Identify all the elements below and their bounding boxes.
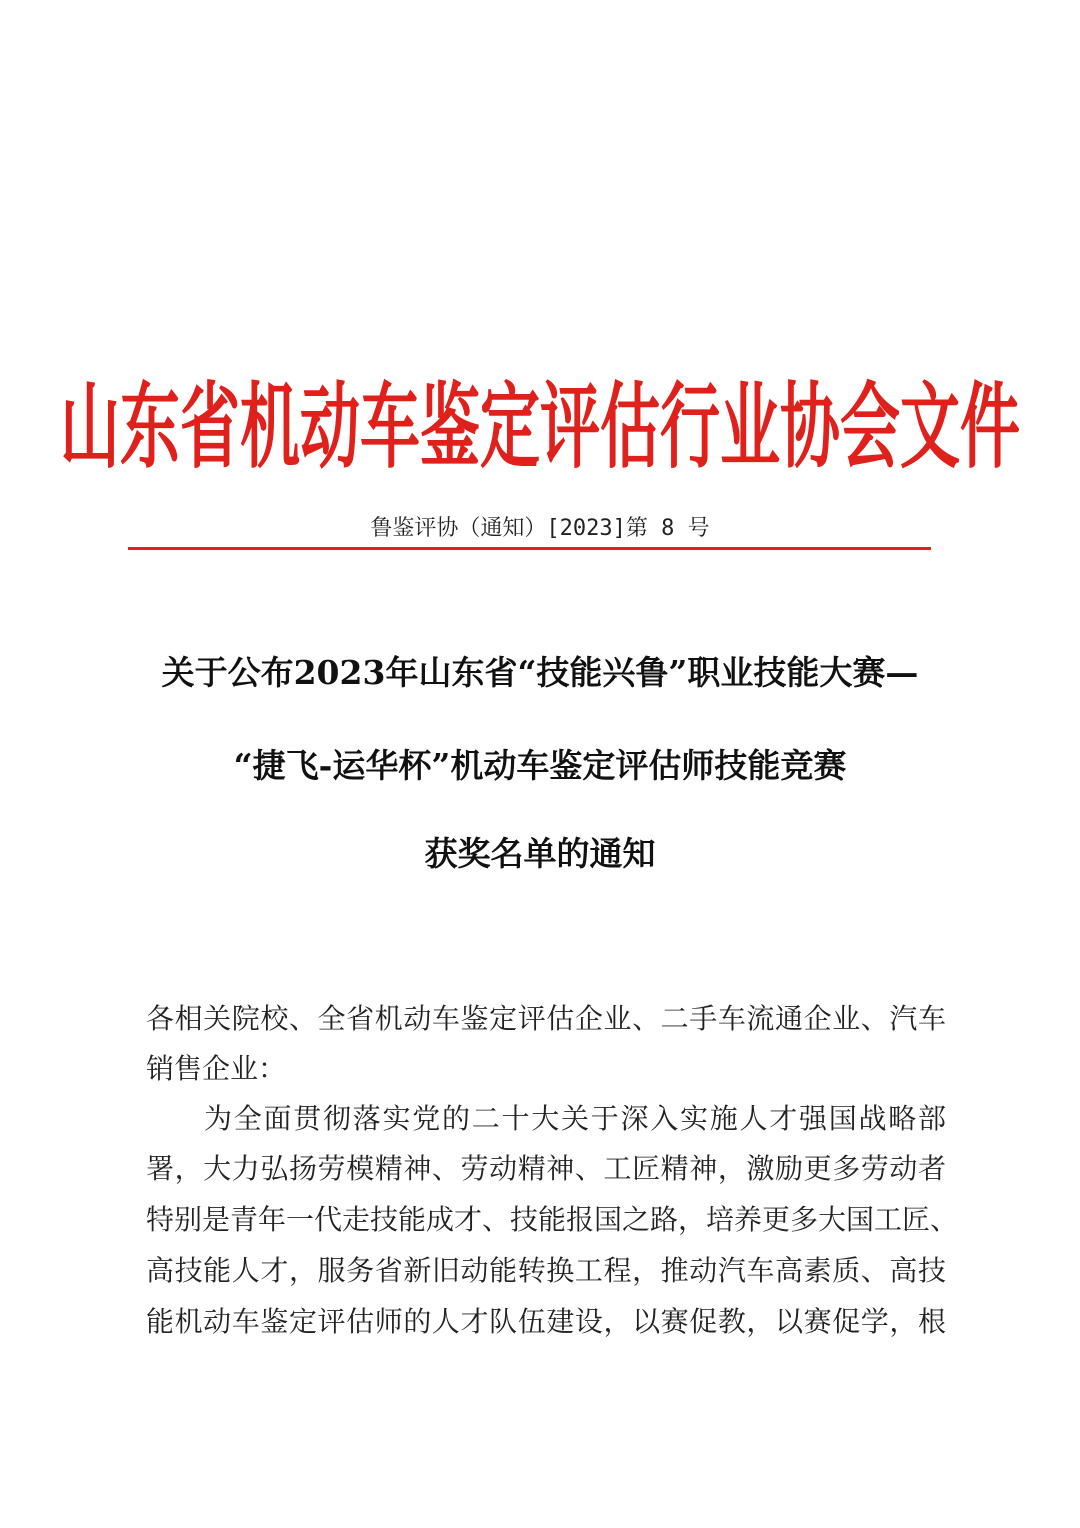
- notice-title-line-1: 关于公布2023年山东省“技能兴鲁”职业技能大赛—: [161, 653, 919, 692]
- paragraph-line-4: 高技能人才，服务省新旧动能转换工程，推动汽车高素质、高技: [146, 1254, 946, 1287]
- salutation-line-1: 各相关院校、全省机动车鉴定评估企业、二手车流通企业、汽车: [146, 1002, 946, 1035]
- red-divider-line: [128, 547, 931, 550]
- paragraph-line-1: 为全面贯彻落实党的二十大关于深入实施人才强国战略部: [204, 1102, 946, 1135]
- paragraph-line-5: 能机动车鉴定评估师的人才队伍建设，以赛促教，以赛促学，根: [146, 1305, 946, 1338]
- salutation-line-2: 销售企业：: [146, 1052, 287, 1085]
- document-number: 鲁鉴评协（通知）[2023]第 8 号: [370, 516, 710, 541]
- paragraph-line-3: 特别是青年一代走技能成才、技能报国之路，培养更多大国工匠、: [146, 1203, 959, 1236]
- notice-title-line-3: 获奖名单的通知: [424, 834, 656, 873]
- paragraph-line-2: 署，大力弘扬劳模精神、劳动精神、工匠精神，激励更多劳动者: [146, 1152, 946, 1185]
- notice-title-line-2: “捷飞-运华杯”机动车鉴定评估师技能竞赛: [233, 746, 847, 785]
- masthead-title: 山东省机动车鉴定评估行业协会文件: [60, 373, 1020, 483]
